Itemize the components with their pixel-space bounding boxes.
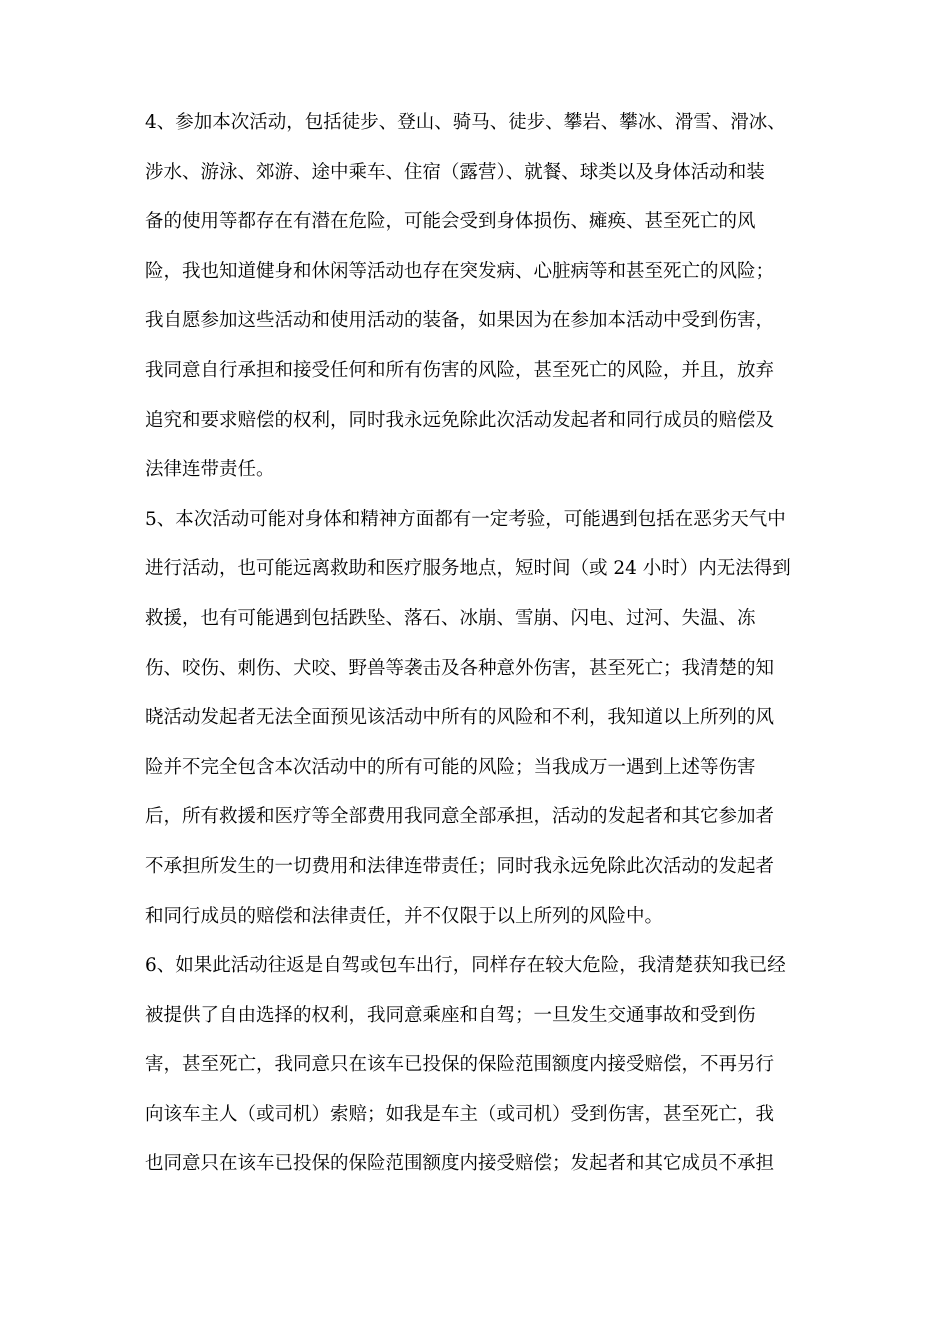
text-line: 向该车主人（或司机）索赔；如我是车主（或司机）受到伤害，甚至死亡，我 — [145, 1103, 775, 1125]
text-line: 备的使用等都存在有潜在危险，可能会受到身体损伤、瘫痪、甚至死亡的风 — [145, 211, 756, 233]
text-line: 我同意自行承担和接受任何和所有伤害的风险，甚至死亡的风险，并且，放弃 — [145, 359, 775, 381]
text-line: 法律连带责任。 — [145, 459, 275, 481]
text-line: 险并不完全包含本次活动中的所有可能的风险；当我成万一遇到上述等伤害 — [145, 756, 756, 778]
text-line: 被提供了自由选择的权利，我同意乘座和自驾；一旦发生交通事故和受到伤 — [145, 1004, 756, 1026]
text-line: 险，我也知道健身和休闲等活动也存在突发病、心脏病等和甚至死亡的风险； — [145, 260, 775, 282]
text-line: 涉水、游泳、郊游、途中乘车、住宿（露营）、就餐、球类以及身体活动和装 — [145, 161, 765, 183]
text-line: 追究和要求赔偿的权利，同时我永远免除此次活动发起者和同行成员的赔偿及 — [145, 409, 775, 431]
text-line: 害，甚至死亡，我同意只在该车已投保的保险范围额度内接受赔偿，不再另行 — [145, 1054, 775, 1076]
text-line: 不承担所发生的一切费用和法律连带责任；同时我永远免除此次活动的发起者 — [145, 855, 775, 877]
body-text — [145, 104, 825, 1195]
text-line: 后，所有救援和医疗等全部费用我同意全部承担，活动的发起者和其它参加者 — [145, 806, 775, 828]
text-line: 我自愿参加这些活动和使用活动的装备，如果因为在参加本活动中受到伤害， — [145, 310, 775, 332]
text-line: 6、如果此活动往返是自驾或包车出行，同样存在较大危险，我清楚获知我已经 — [145, 955, 786, 977]
text-line: 救援，也有可能遇到包括跌坠、落石、冰崩、雪崩、闪电、过河、失温、冻 — [145, 607, 756, 629]
text-line: 和同行成员的赔偿和法律责任，并不仅限于以上所列的风险中。 — [145, 905, 664, 927]
text-line: 也同意只在该车已投保的保险范围额度内接受赔偿；发起者和其它成员不承担 — [145, 1153, 775, 1175]
text-line: 伤、咬伤、刺伤、犬咬、野兽等袭击及各种意外伤害，甚至死亡；我清楚的知 — [145, 657, 775, 679]
text-line: 晓活动发起者无法全面预见该活动中所有的风险和不利，我知道以上所列的风 — [145, 707, 775, 729]
text-line: 5、本次活动可能对身体和精神方面都有一定考验，可能遇到包括在恶劣天气中 — [145, 508, 786, 530]
text-line: 进行活动，也可能远离救助和医疗服务地点，短时间（或 24 小时）内无法得到 — [145, 558, 791, 580]
text-line: 4、参加本次活动，包括徒步、登山、骑马、徒步、攀岩、攀冰、滑雪、滑冰、 — [145, 112, 786, 133]
